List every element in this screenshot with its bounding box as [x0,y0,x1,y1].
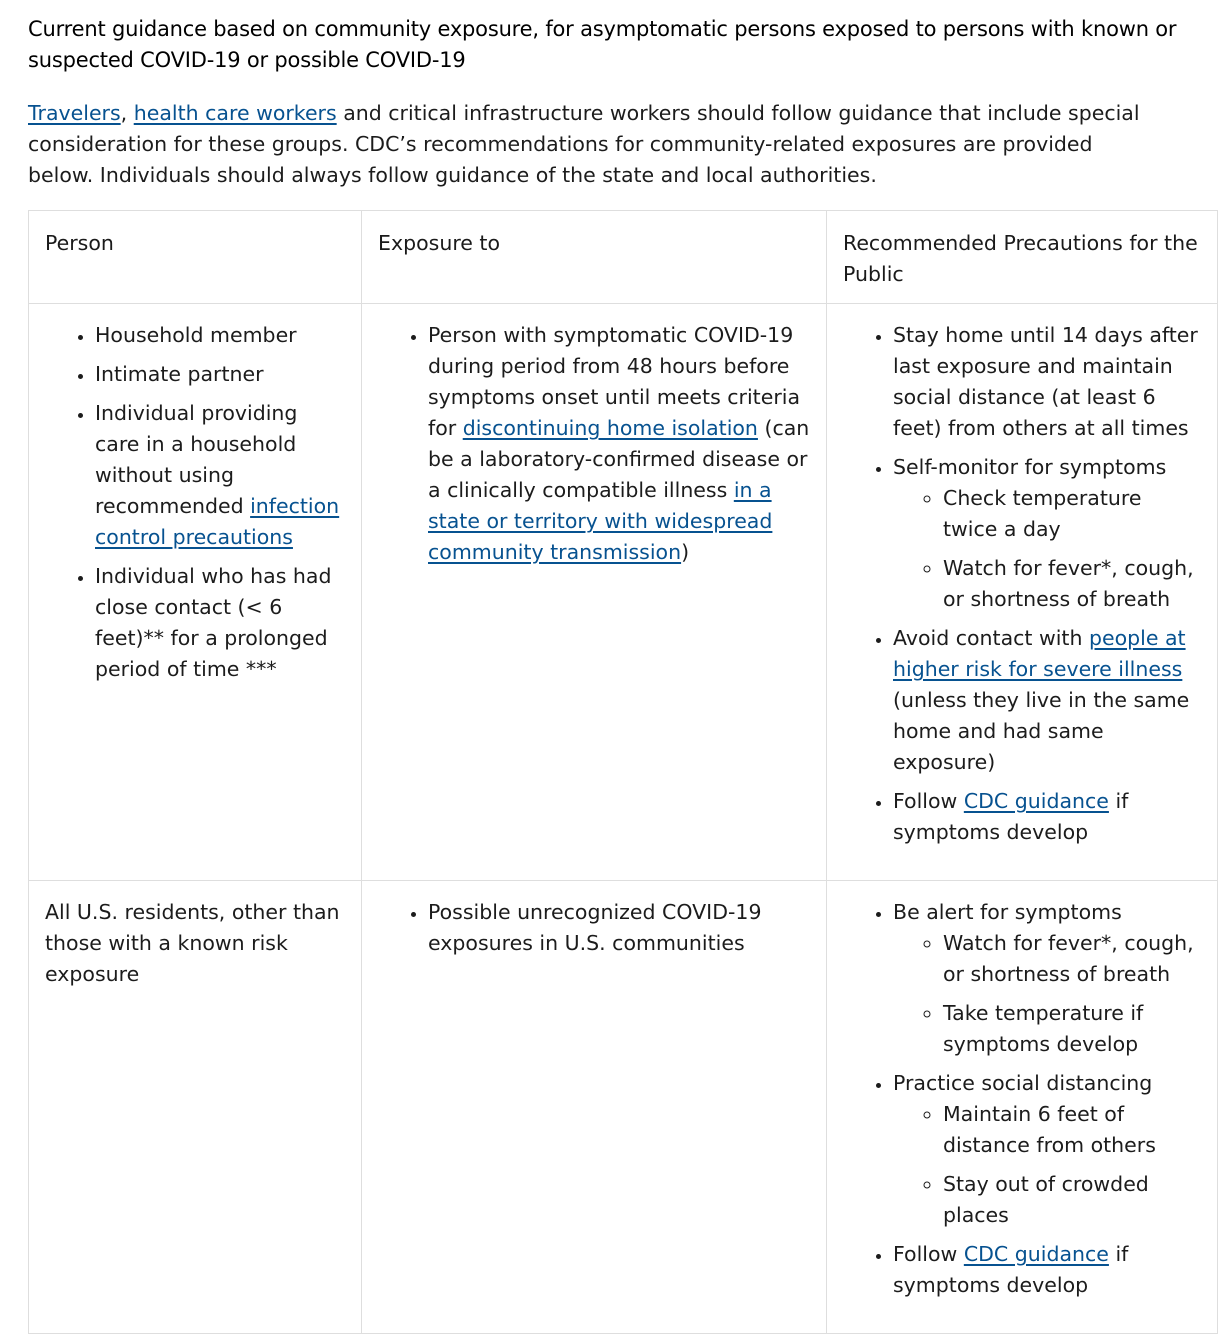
sub-list-item: ◦ Stay out of crowded places [943,1169,1201,1231]
list-item: • Possible unrecognized COVID-19 exposures in U.S. communities [428,897,810,959]
cell-person [29,881,362,1334]
follow-text: if symptoms develop [893,789,1129,844]
precautions-list [843,897,1201,1301]
exposure-text: (can be a laboratory-confirmed disease or a clinically compatible illness [428,416,810,502]
exposure-text: Person with symptomatic COVID-19 during period from 48 hours before symptoms onset until meets criteria for [428,323,801,440]
list-item: • Household member [95,320,345,351]
exposure-text: ) [681,540,690,564]
higher-risk-link[interactable]: people at higher risk for severe illness [893,626,1186,681]
exposure-list [378,320,810,568]
distancing-text: Practice social distancing [893,1071,1153,1095]
list-item [428,320,810,568]
cell-precautions [827,881,1218,1334]
list-item [893,897,1201,1060]
health-care-workers-link[interactable]: health care workers [133,101,337,125]
exposure-list [378,897,810,959]
list-item [893,1068,1201,1231]
list-item [893,452,1201,615]
intro-paragraph [28,98,1158,191]
alert-text: Be alert for symptoms [893,900,1122,924]
follow-text: Follow [893,789,964,813]
care-text: Individual providing care in a household without using recommended [95,401,298,518]
list-item: • Individual who has had close contact (< 6 feet)** for a prolonged period of time *** [95,561,345,685]
self-monitor-text: Self-monitor for symptoms [893,455,1167,479]
list-item [893,1239,1201,1301]
precautions-list [843,320,1201,848]
sub-list-item: ◦ Maintain 6 feet of distance from others [943,1099,1201,1161]
sub-list [893,1099,1201,1231]
header-exposure: Exposure to [362,211,827,304]
discontinuing-isolation-link[interactable]: discontinuing home isolation [462,416,758,440]
table-row [29,881,1218,1334]
cell-precautions [827,304,1218,881]
intro-separator: , [120,101,134,125]
list-item [95,398,345,553]
infection-control-link[interactable]: infection control precautions [95,494,340,549]
guidance-table [28,210,1218,1334]
header-person: Person [29,211,362,304]
cell-exposure [362,304,827,881]
list-item [893,623,1201,778]
table-header-row [29,211,1218,304]
cell-exposure [362,881,827,1334]
person-text: All U.S. residents, other than those with a known risk exposure [45,900,340,986]
follow-text: Follow [893,1242,964,1266]
table-row [29,304,1218,881]
avoid-text: Avoid contact with [893,626,1089,650]
section-heading: Current guidance based on community exposure, for asymptomatic persons exposed to persons with known or suspected COVID-19 or possible COVID-19 [28,17,1177,72]
sub-list [893,483,1201,615]
sub-list-item: ◦ Watch for fever*, cough, or shortness of breath [943,928,1201,990]
list-item: • Stay home until 14 days after last exposure and maintain social distance (at least 6 feet) from others at all times [893,320,1201,444]
list-item: • Intimate partner [95,359,345,390]
community-transmission-link[interactable]: in a state or territory with widespread community transmission [428,478,773,564]
sub-list-item: ◦ Take temperature if symptoms develop [943,998,1201,1060]
cdc-guidance-link[interactable]: CDC guidance [963,1242,1109,1266]
sub-list-item: ◦ Check temperature twice a day [943,483,1201,545]
avoid-text: (unless they live in the same home and had same exposure) [893,688,1190,774]
intro-text: and critical infrastructure workers should follow guidance that include special consideration for these groups. CDC’s recommendations for community-related exposures are provided below. Individuals should always follow guidance of the state and local authorities. [28,101,1140,187]
header-precautions: Recommended Precautions for the Public [827,211,1218,304]
travelers-link[interactable]: Travelers [28,101,121,125]
follow-text: if symptoms develop [893,1242,1129,1297]
cdc-guidance-link[interactable]: CDC guidance [963,789,1109,813]
person-list [45,320,345,685]
sub-list-item: ◦ Watch for fever*, cough, or shortness of breath [943,553,1201,615]
page-content [28,14,1222,1297]
list-item [893,786,1201,848]
cell-person [29,304,362,881]
sub-list [893,928,1201,1060]
